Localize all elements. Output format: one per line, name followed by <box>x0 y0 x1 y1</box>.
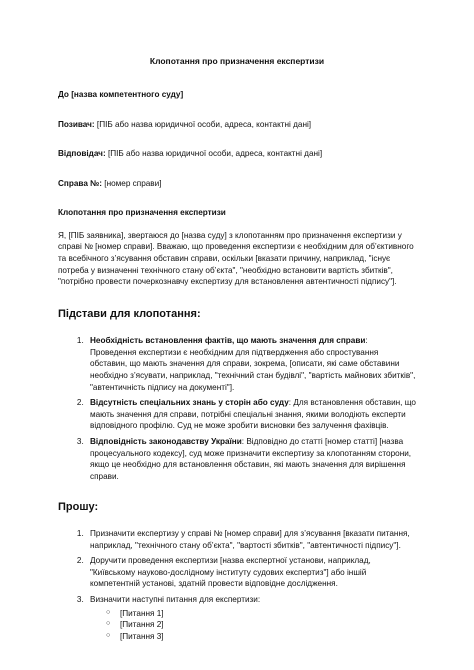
question-item: ○ [Питання 2] <box>120 619 416 631</box>
court-line <box>58 89 416 101</box>
document-content <box>58 56 416 661</box>
case-number-value: [номер справи] <box>102 179 162 189</box>
document-title: Клопотання про призначення експертизи <box>149 56 325 66</box>
question-item: ○ [Питання 1] <box>120 608 416 620</box>
request-item: 1. Призначити експертизу у справі № [номер справи] для з’ясування [вказати питання, наприклад, "технічного стану об’єкта", "вартості збитків", "автентичності підпису"]. <box>86 528 416 551</box>
court-label: До [назва компетентного суду] <box>58 90 184 100</box>
request-list <box>58 528 416 643</box>
plaintiff-label: Позивач: <box>58 119 95 129</box>
grounds-item-title: Відповідність законодавству України <box>90 437 242 447</box>
question-item: ○ [Питання 3] <box>120 631 416 643</box>
grounds-list <box>58 335 416 483</box>
plaintiff-value: [ПІБ або назва юридичної особи, адреса, контактні дані] <box>94 119 312 129</box>
grounds-item-text: : Проведення експертизи є необхідним для підтвердження або спростування обставин, що мають значення для справи, зокрема, [описати, які саме обставини необхідно з’ясувати, наприклад, "технічний стан будівлі", "вартість майнових збитків", "автентичність підпису на документі"]. <box>90 335 416 392</box>
defendant-value: [ПІБ або назва юридичної особи, адреса, контактні дані] <box>105 149 323 159</box>
plaintiff-line <box>58 119 416 131</box>
defendant-line <box>58 148 416 160</box>
grounds-item <box>86 397 416 432</box>
question-list <box>90 608 416 643</box>
request-item: 2. Доручити проведення експертизи [назва експертної установи, наприклад, "Київському науково-дослідному інституту судових експертиз"] або іншій компетентній установі, здатній провести відповідне дослідження. <box>86 555 416 590</box>
petition-subheading: Клопотання про призначення експертизи <box>58 207 226 217</box>
request-heading: Прошу: <box>58 500 99 513</box>
grounds-heading: Підстави для клопотання: <box>58 307 201 320</box>
case-number-line <box>58 178 416 190</box>
request-item <box>86 594 416 643</box>
grounds-item-text: : Відповідно до статті [номер статті] [назва процесуального кодексу], суд може призначити експертизу за клопотанням сторони, якщо це необхідно для встановлення обставин, які мають значення для вирішення справи. <box>90 437 412 482</box>
intro-paragraph: Я, [ПІБ заявника], звертаюся до [назва суду] з клопотанням про призначення експертизи у справі № [номер справи]. Вважаю, що проведення експертизи є необхідним для об’єктивного та всебічного з’ясування обставин справи, оскільки [вказати причину, наприклад, "існує потреба у визначенні технічного стану об’єкта", "необхідно встановити вартість збитків", "потрібно провести почеркознавчу експертизу для встановлення автентичності підпису"]. <box>58 230 414 287</box>
grounds-item-title: Необхідність встановлення фактів, що мають значення для справи <box>90 335 366 345</box>
request-item-text: Визначити наступні питання для експертизи: <box>90 595 261 605</box>
grounds-item-title: Відсутність спеціальних знань у сторін або суду <box>90 398 289 408</box>
grounds-item <box>86 335 416 393</box>
grounds-item-text: : Для встановлення обставин, що мають значення для справи, потрібні спеціальні знання, якими володіють експерти відповідного профілю. Суд не може зробити висновки без залучення фахівців. <box>90 398 416 431</box>
defendant-label: Відповідач: <box>58 149 106 159</box>
grounds-item <box>86 436 416 483</box>
case-number-label: Справа №: <box>58 179 103 189</box>
